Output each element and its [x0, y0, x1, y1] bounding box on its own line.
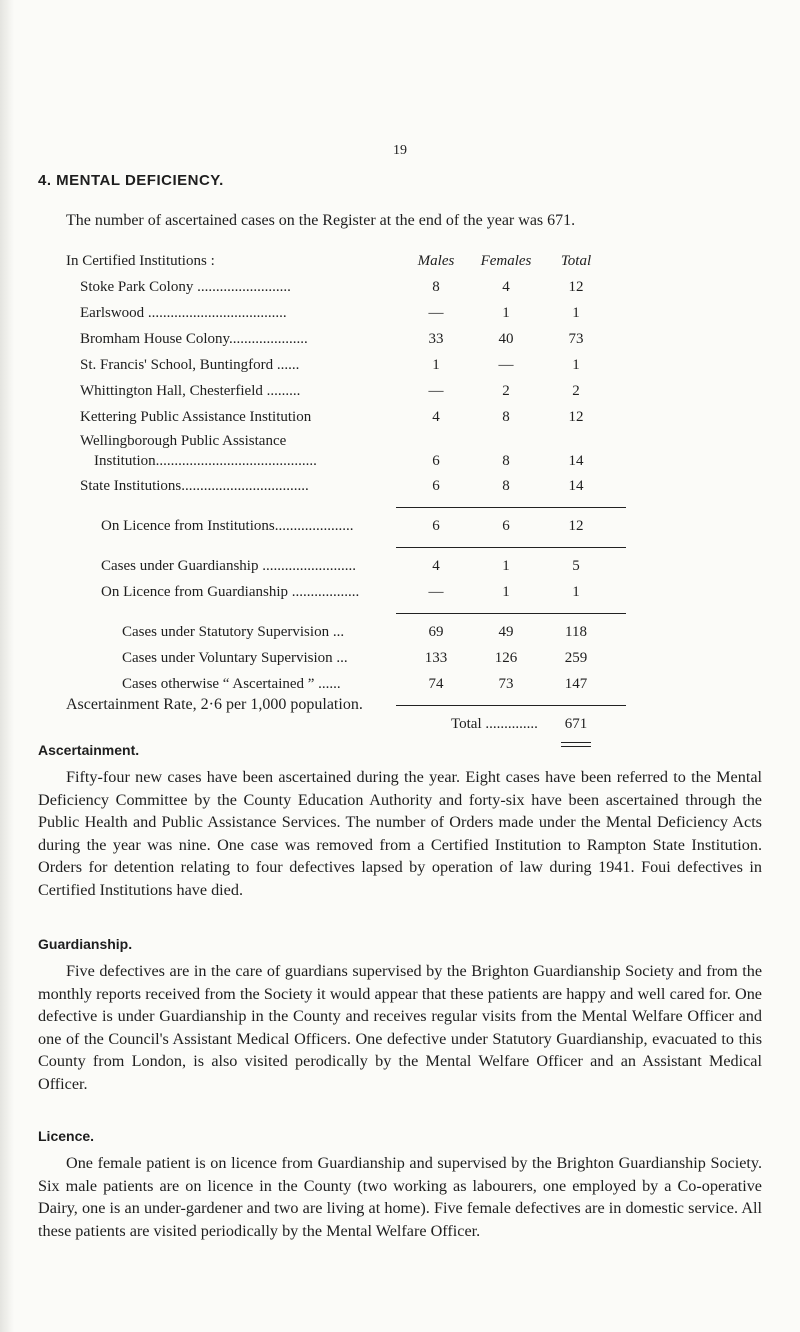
scan-edge-shadow: [0, 0, 14, 1332]
row-label: On Licence from Guardianship ..................: [101, 584, 360, 600]
cell-males: —: [428, 383, 444, 399]
row-label: Cases under Voluntary Supervision ...: [122, 650, 348, 666]
table-rule: [396, 613, 626, 614]
licence-heading: Licence.: [38, 1128, 95, 1144]
cell-females: 1: [502, 305, 510, 321]
guardianship-paragraph: Five defectives are in the care of guardians supervised by the Brighton Guardianship Society and from the monthly reports received from the Society it would appear that these patients are happy and well cared for. One defective is under Guardianship in the County and receives regular visits from the Mental Welfare Officer and one of the Council's Assistant Medical Officers. One defective under Statutory Guardianship, evacuated to this County from London, is also visited perodically by the Mental Welfare Officer and an Assistant Medical Officer.: [38, 962, 762, 1093]
intro-text: The number of ascertained cases on the Register at the end of the year was 671.: [66, 212, 576, 229]
cell-males: 6: [432, 518, 440, 534]
cell-females: 73: [498, 676, 514, 692]
double-rule: [561, 742, 591, 747]
row-label: Wellingborough Public Assistance: [80, 433, 287, 449]
ascertainment-paragraph: Fifty-four new cases have been ascertained during the year. Eight cases have been referred to the Mental Deficiency Committee by the County Education Authority and forty-six have been ascertained through the Public Health and Public Assistance Services. The number of Orders made under the Mental Deficiency Acts during the year was nine. One case was removed from a Certified Institution to Rampton State Institution. Orders for detention relating to four defectives lapsed by operation of law during 1941. Foui defectives in Certified Institutions have died.: [38, 768, 762, 899]
header-males: Males: [417, 253, 455, 269]
cell-males: 1: [432, 357, 440, 373]
cell-total: 12: [568, 279, 584, 295]
cell-females: 8: [502, 453, 510, 469]
cell-males: —: [428, 584, 444, 600]
cell-females: 49: [498, 624, 514, 640]
row-label: State Institutions..................................: [80, 478, 309, 494]
cell-males: 6: [432, 453, 440, 469]
row-label: Kettering Public Assistance Institution: [80, 409, 312, 425]
grand-total-label: Total ..............: [451, 716, 538, 732]
row-label: Cases under Statutory Supervision ...: [122, 624, 345, 640]
cell-males: 8: [432, 279, 440, 295]
row-label: Stoke Park Colony .........................: [80, 279, 291, 295]
row-label: Bromham House Colony.....................: [80, 331, 308, 347]
ascertainment-heading: Ascertainment.: [38, 742, 140, 758]
cell-females: 6: [502, 518, 510, 534]
cell-females: 1: [502, 558, 510, 574]
section-heading: 4. MENTAL DEFICIENCY.: [38, 172, 224, 189]
cell-females: 40: [498, 331, 514, 347]
row-label: Cases otherwise “ Ascertained ” ......: [122, 676, 341, 692]
header-females: Females: [480, 253, 532, 269]
cell-total: 5: [572, 558, 580, 574]
cell-total: 12: [568, 518, 584, 534]
table-rule: [396, 507, 626, 508]
cell-males: 133: [424, 650, 448, 666]
guardianship-heading: Guardianship.: [38, 936, 133, 952]
row-label: On Licence from Institutions.....................: [101, 518, 354, 534]
row-label: Earlswood .....................................: [80, 305, 287, 321]
cell-females: 126: [494, 650, 518, 666]
cell-females: 1: [502, 584, 510, 600]
cell-females: —: [498, 357, 514, 373]
cell-total: 118: [565, 624, 587, 640]
cell-females: 8: [502, 409, 510, 425]
cell-females: 8: [502, 478, 510, 494]
cell-total: 14: [568, 453, 584, 469]
cell-total: 73: [568, 331, 584, 347]
cell-males: 69: [428, 624, 444, 640]
licence-paragraph: One female patient is on licence from Guardianship and supervised by the Brighton Guardianship Society. Six male patients are on licence in the County (two working as labourers, one employed by a Co-operative Dairy, one is an under-gardener and two are living at home). Five female defectives are in domestic service. All these patients are visited periodically by the Mental Welfare Officer.: [38, 1154, 762, 1240]
grand-total-value: 671: [564, 716, 588, 732]
header-total: Total: [560, 253, 592, 269]
row-label: St. Francis' School, Buntingford ......: [80, 357, 300, 373]
cell-males: —: [428, 305, 444, 321]
cell-males: 33: [428, 331, 444, 347]
table-rule: [396, 547, 626, 548]
page-number: 19: [393, 143, 407, 158]
cell-females: 4: [502, 279, 510, 295]
cell-total: 14: [568, 478, 584, 494]
cell-total: 2: [572, 383, 580, 399]
cell-males: 74: [428, 676, 444, 692]
ascertainment-rate: Ascertainment Rate, 2·6 per 1,000 population.: [66, 696, 363, 713]
cell-males: 4: [432, 409, 440, 425]
cell-total: 147: [564, 676, 588, 692]
group-label: In Certified Institutions :: [66, 253, 215, 269]
cell-males: 6: [432, 478, 440, 494]
cell-total: 259: [564, 650, 588, 666]
cell-males: 4: [432, 558, 440, 574]
cell-females: 2: [502, 383, 510, 399]
cell-total: 1: [572, 357, 580, 373]
table-rule: [396, 705, 626, 706]
row-label-continued: Institution...........................................: [94, 453, 317, 469]
cell-total: 1: [572, 584, 580, 600]
row-label: Whittington Hall, Chesterfield .........: [80, 383, 301, 399]
cell-total: 1: [572, 305, 580, 321]
row-label: Cases under Guardianship .........................: [101, 558, 356, 574]
cell-total: 12: [568, 409, 584, 425]
